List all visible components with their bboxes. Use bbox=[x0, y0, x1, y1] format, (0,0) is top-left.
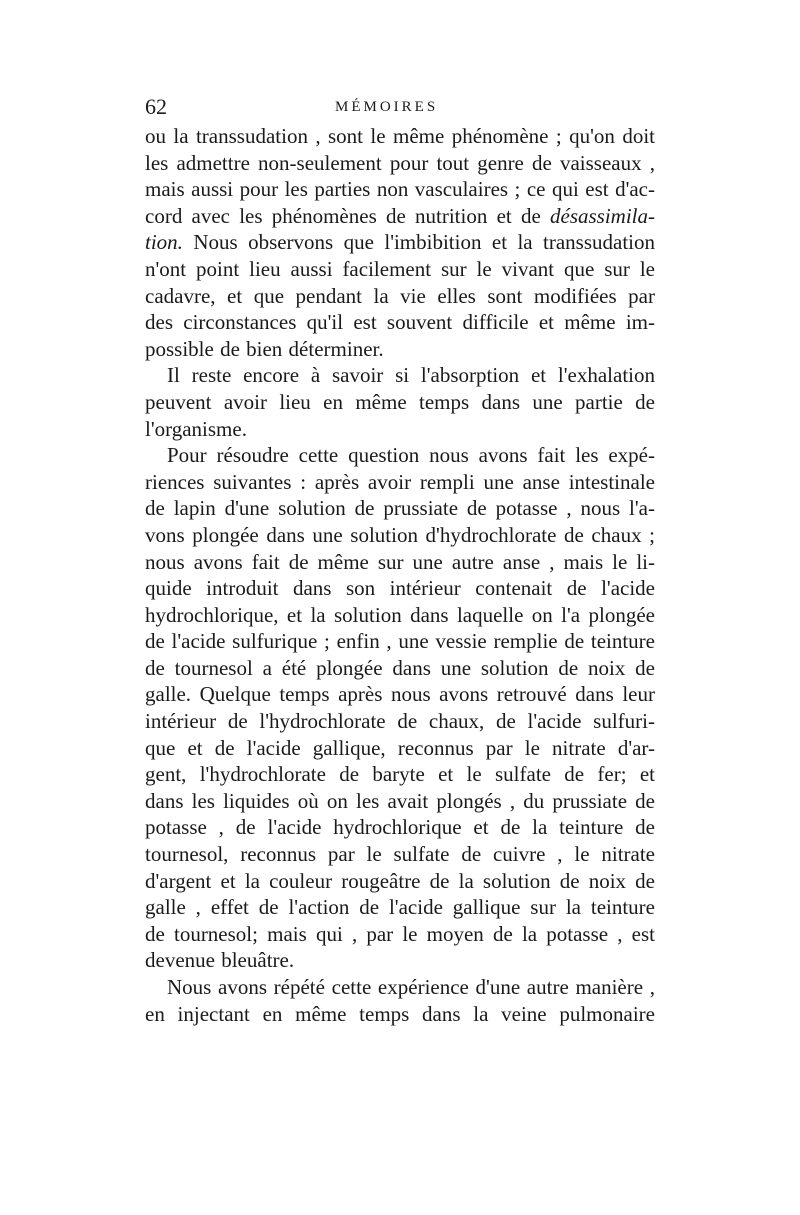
text-line: intérieur de l'hydrochlorate de chaux, de l'acide sulfuri- bbox=[145, 709, 655, 734]
text-line: vons plongée dans une solution d'hydrochlorate de chaux ; bbox=[145, 522, 655, 547]
running-title: MÉMOIRES bbox=[335, 99, 439, 115]
text-line: possible de bien déterminer. bbox=[145, 336, 384, 361]
paragraph bbox=[145, 974, 655, 1027]
text-line: dans les liquides où on les avait plongés , du prussiate de bbox=[145, 788, 655, 813]
text-line: n'ont point lieu aussi facilement sur le vivant que sur le bbox=[145, 256, 655, 281]
text-line: cord avec les phénomènes de nutrition et de désassimila- bbox=[145, 203, 655, 228]
text-line: gent, l'hydrochlorate de baryte et le sulfate de fer; et bbox=[145, 762, 655, 787]
text-line: cadavre, et que pendant la vie elles sont modifiées par bbox=[145, 283, 655, 308]
text-line: de tournesol a été plongée dans une solution de noix de bbox=[145, 655, 655, 680]
text-line: de l'acide sulfurique ; enfin , une vessie remplie de teinture bbox=[145, 629, 655, 654]
text-line: peuvent avoir lieu en même temps dans une partie de bbox=[145, 389, 655, 414]
text-line: d'argent et la couleur rougeâtre de la solution de noix de bbox=[145, 868, 655, 893]
paragraph bbox=[145, 123, 655, 362]
text-line: en injectant en même temps dans la veine pulmonaire bbox=[145, 1001, 655, 1026]
text-line: que et de l'acide gallique, reconnus par le nitrate d'ar- bbox=[145, 735, 655, 760]
text-line: devenue bleuâtre. bbox=[145, 948, 295, 973]
page-number: 62 bbox=[145, 94, 167, 119]
text-line: les admettre non-seulement pour tout genre de vaisseaux , bbox=[145, 150, 655, 175]
text-line: potasse , de l'acide hydrochlorique et de la teinture de bbox=[145, 815, 655, 840]
text-line: de lapin d'une solution de prussiate de potasse , nous l'a- bbox=[145, 496, 655, 521]
text-line: galle , effet de l'action de l'acide gallique sur la teinture bbox=[145, 895, 655, 920]
text-line: nous avons fait de même sur une autre anse , mais le li- bbox=[145, 549, 655, 574]
body-text bbox=[145, 123, 655, 1027]
text-line: Il reste encore à savoir si l'absorption et l'exhalation bbox=[167, 363, 655, 388]
text-line: de tournesol; mais qui , par le moyen de la potasse , est bbox=[145, 921, 655, 946]
text-line: hydrochlorique, et la solution dans laquelle on l'a plongée bbox=[145, 602, 655, 627]
italic-term: désassimila- bbox=[550, 203, 655, 228]
text-line: l'organisme. bbox=[145, 416, 247, 441]
text-line: tion. Nous observons que l'imbibition et la transsudation bbox=[145, 230, 655, 255]
text-line: tournesol, reconnus par le sulfate de cuivre , le nitrate bbox=[145, 842, 655, 867]
text-line: mais aussi pour les parties non vasculaires ; ce qui est d'ac- bbox=[145, 177, 655, 202]
text-line: des circonstances qu'il est souvent difficile et même im- bbox=[145, 310, 655, 335]
paragraph bbox=[145, 362, 655, 442]
text-line: galle. Quelque temps après nous avons retrouvé dans leur bbox=[145, 682, 655, 707]
text-line: ou la transsudation , sont le même phénomène ; qu'on doit bbox=[145, 124, 655, 148]
running-head bbox=[145, 92, 655, 122]
text-line: quide introduit dans son intérieur contenait de l'acide bbox=[145, 576, 655, 601]
italic-term: tion. bbox=[145, 230, 183, 255]
text-line: riences suivantes : après avoir rempli une anse intestinale bbox=[145, 469, 655, 494]
paragraph bbox=[145, 442, 655, 974]
text-line: Pour résoudre cette question nous avons fait les expé- bbox=[167, 443, 655, 468]
text-line: Nous avons répété cette expérience d'une autre manière , bbox=[167, 975, 655, 999]
